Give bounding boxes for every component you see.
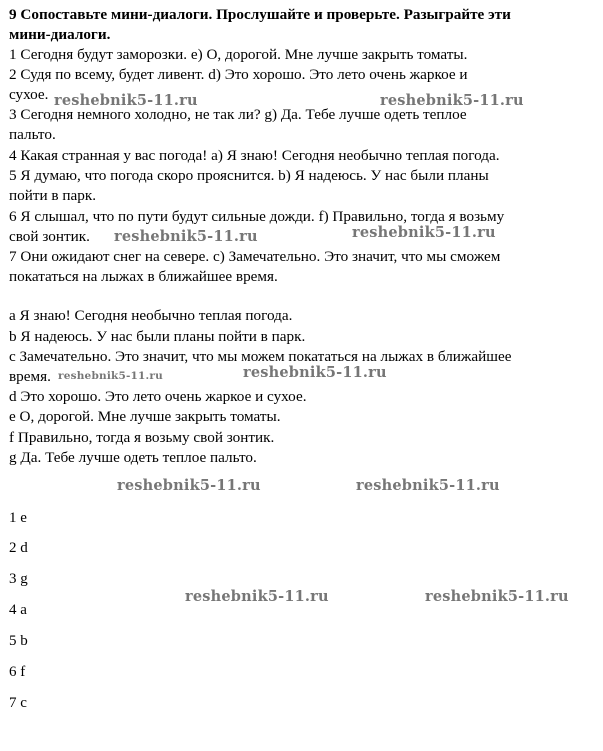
dialogue-line-7-cont: покататься на лыжах в ближайшее время. xyxy=(9,268,278,285)
response-line-c: c Замечательно. Это значит, что мы можем покататься на лыжах в ближайшее xyxy=(9,348,512,365)
watermark: reshebnik5-11.ru xyxy=(117,477,261,494)
watermark: reshebnik5-11.ru xyxy=(114,228,258,245)
dialogue-line-2-cont: сухое. xyxy=(9,86,49,103)
dialogue-line-6: 6 Я слышал, что по пути будут сильные дожди. f) Правильно, тогда я возьму xyxy=(9,208,505,225)
response-line-e: e О, дорогой. Мне лучше закрыть томаты. xyxy=(9,408,281,425)
dialogue-line-2: 2 Судя по всему, будет ливент. d) Это хорошо. Это лето очень жаркое и xyxy=(9,66,468,83)
answer-6: 6 f xyxy=(9,664,26,680)
response-line-f: f Правильно, тогда я возьму свой зонтик. xyxy=(9,429,275,446)
watermark: reshebnik5-11.ru xyxy=(380,92,524,109)
watermark: reshebnik5-11.ru xyxy=(58,370,163,382)
answer-5: 5 b xyxy=(9,633,28,649)
answer-4: 4 a xyxy=(9,602,27,618)
watermark: reshebnik5-11.ru xyxy=(356,477,500,494)
response-line-g: g Да. Тебе лучше одеть теплое пальто. xyxy=(9,449,257,466)
watermark: reshebnik5-11.ru xyxy=(352,224,496,241)
dialogue-line-5: 5 Я думаю, что погода скоро прояснится. b) Я надеюсь. У нас были планы xyxy=(9,167,489,184)
answer-2: 2 d xyxy=(9,540,28,556)
dialogue-line-5-cont: пойти в парк. xyxy=(9,187,97,204)
answer-1: 1 e xyxy=(9,510,27,526)
watermark: reshebnik5-11.ru xyxy=(185,588,329,605)
dialogue-line-7: 7 Они ожидают снег на севере. c) Замечательно. Это значит, что мы сможем xyxy=(9,248,501,265)
watermark: reshebnik5-11.ru xyxy=(243,364,387,381)
exercise-title-line-1: 9 Сопоставьте мини-диалоги. Прослушайте и проверьте. Разыграйте эти xyxy=(9,6,511,23)
response-line-d: d Это хорошо. Это лето очень жаркое и сухое. xyxy=(9,388,307,405)
watermark: reshebnik5-11.ru xyxy=(54,92,198,109)
answer-3: 3 g xyxy=(9,571,28,587)
dialogue-line-3: 3 Сегодня немного холодно, не так ли? g) Да. Тебе лучше одеть теплое xyxy=(9,106,467,123)
response-line-a: a Я знаю! Сегодня необычно теплая погода. xyxy=(9,307,293,324)
watermark: reshebnik5-11.ru xyxy=(425,588,569,605)
response-line-b: b Я надеюсь. У нас были планы пойти в парк. xyxy=(9,328,306,345)
dialogue-line-4: 4 Какая странная у вас погода! a) Я знаю! Сегодня необычно теплая погода. xyxy=(9,147,500,164)
dialogue-line-3-cont: пальто. xyxy=(9,126,56,143)
response-line-c-cont: время. xyxy=(9,368,51,385)
exercise-title-line-2: мини-диалоги. xyxy=(9,26,111,43)
dialogue-line-6-cont: свой зонтик. xyxy=(9,228,90,245)
dialogue-line-1: 1 Сегодня будут заморозки. e) О, дорогой. Мне лучше закрыть томаты. xyxy=(9,46,468,63)
answer-7: 7 c xyxy=(9,695,27,711)
